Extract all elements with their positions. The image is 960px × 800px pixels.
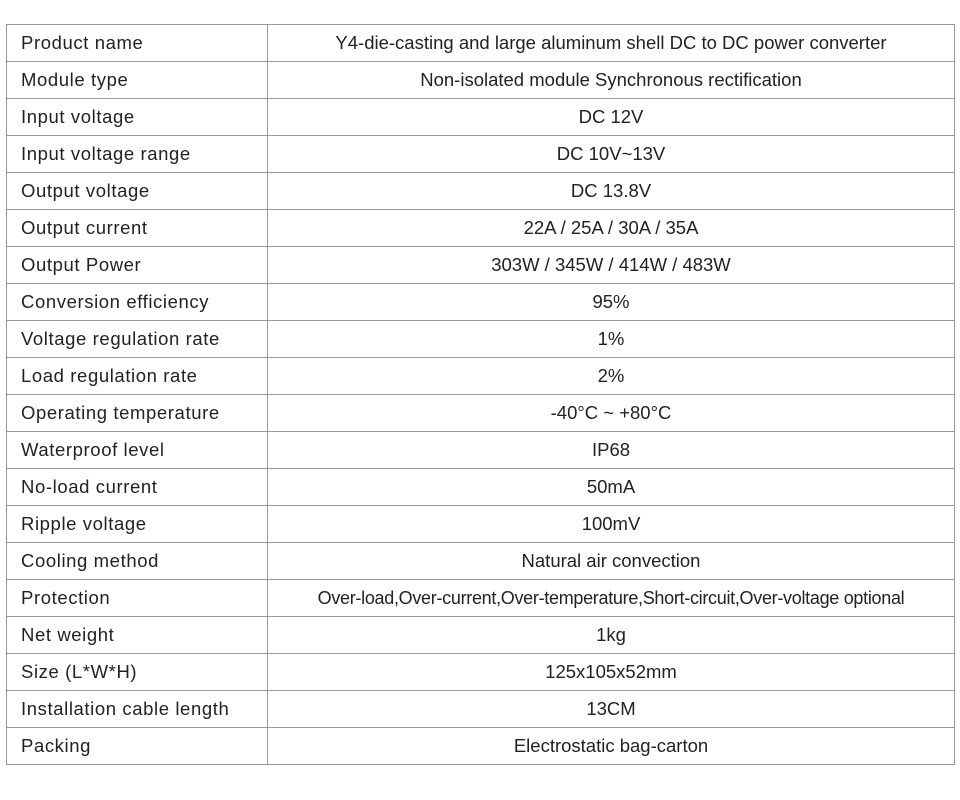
spec-label: Product name	[7, 25, 268, 62]
spec-row-installation-cable-length	[7, 691, 955, 728]
spec-value: 303W / 345W / 414W / 483W	[268, 247, 955, 284]
spec-label: Cooling method	[7, 543, 268, 580]
spec-value: Non-isolated module Synchronous rectification	[268, 62, 955, 99]
specification-table	[6, 24, 955, 765]
spec-value: -40°C ~ +80°C	[268, 395, 955, 432]
spec-value: Natural air convection	[268, 543, 955, 580]
spec-label: Installation cable length	[7, 691, 268, 728]
spec-row-ripple-voltage	[7, 506, 955, 543]
spec-row-net-weight	[7, 617, 955, 654]
specification-table-body	[7, 25, 955, 765]
spec-value: DC 12V	[268, 99, 955, 136]
spec-row-input-voltage-range	[7, 136, 955, 173]
spec-row-voltage-regulation-rate	[7, 321, 955, 358]
spec-label: No-load current	[7, 469, 268, 506]
spec-label: Packing	[7, 728, 268, 765]
spec-value: 1%	[268, 321, 955, 358]
spec-value: 125x105x52mm	[268, 654, 955, 691]
spec-label: Net weight	[7, 617, 268, 654]
spec-value: 2%	[268, 358, 955, 395]
spec-row-output-voltage	[7, 173, 955, 210]
spec-row-size	[7, 654, 955, 691]
spec-row-output-power	[7, 247, 955, 284]
spec-value: 95%	[268, 284, 955, 321]
spec-value: Over-load,Over-current,Over-temperature,Short-circuit,Over-voltage optional	[268, 580, 955, 617]
spec-label: Ripple voltage	[7, 506, 268, 543]
spec-row-waterproof-level	[7, 432, 955, 469]
spec-value: DC 10V~13V	[268, 136, 955, 173]
spec-row-protection	[7, 580, 955, 617]
spec-row-no-load-current	[7, 469, 955, 506]
spec-row-module-type	[7, 62, 955, 99]
spec-label: Output current	[7, 210, 268, 247]
spec-label: Waterproof level	[7, 432, 268, 469]
spec-row-packing	[7, 728, 955, 765]
spec-value: IP68	[268, 432, 955, 469]
spec-row-output-current	[7, 210, 955, 247]
spec-row-input-voltage	[7, 99, 955, 136]
spec-label: Voltage regulation rate	[7, 321, 268, 358]
spec-value: Electrostatic bag-carton	[268, 728, 955, 765]
spec-label: Load regulation rate	[7, 358, 268, 395]
spec-row-conversion-efficiency	[7, 284, 955, 321]
spec-label: Input voltage range	[7, 136, 268, 173]
spec-value: Y4-die-casting and large aluminum shell DC to DC power converter	[268, 25, 955, 62]
spec-value: 1kg	[268, 617, 955, 654]
spec-label: Protection	[7, 580, 268, 617]
spec-row-operating-temperature	[7, 395, 955, 432]
spec-label: Output voltage	[7, 173, 268, 210]
spec-label: Operating temperature	[7, 395, 268, 432]
spec-value: DC 13.8V	[268, 173, 955, 210]
spec-label: Size (L*W*H)	[7, 654, 268, 691]
spec-row-product-name	[7, 25, 955, 62]
spec-value: 22A / 25A / 30A / 35A	[268, 210, 955, 247]
spec-row-cooling-method	[7, 543, 955, 580]
spec-value: 50mA	[268, 469, 955, 506]
spec-value: 13CM	[268, 691, 955, 728]
spec-label: Module type	[7, 62, 268, 99]
spec-value: 100mV	[268, 506, 955, 543]
spec-row-load-regulation-rate	[7, 358, 955, 395]
spec-label: Output Power	[7, 247, 268, 284]
spec-label: Conversion efficiency	[7, 284, 268, 321]
spec-label: Input voltage	[7, 99, 268, 136]
